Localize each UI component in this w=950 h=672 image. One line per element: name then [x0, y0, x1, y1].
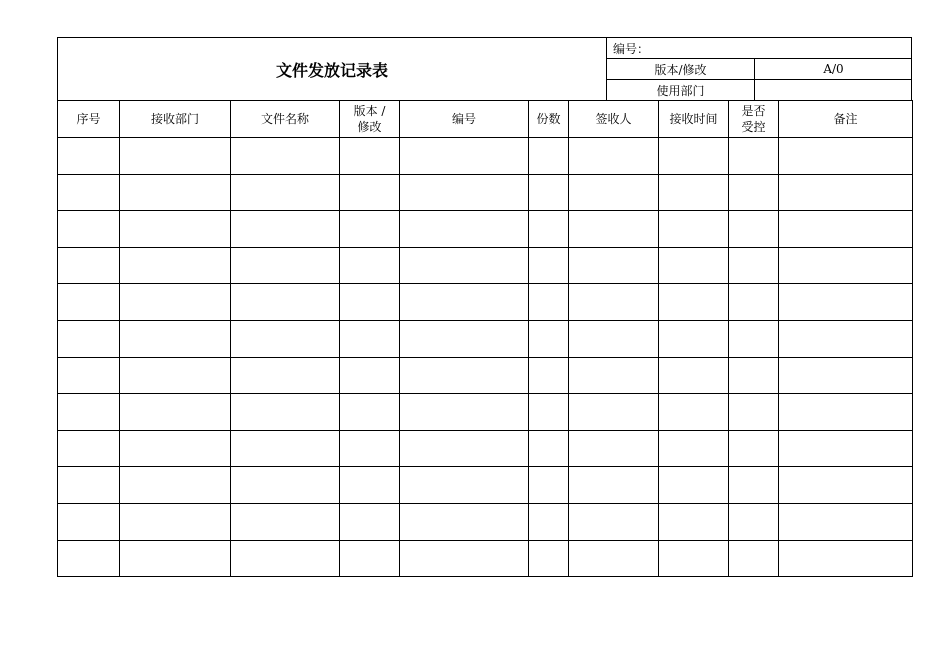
col-header-remarks: 备注 — [779, 101, 913, 138]
table-cell[interactable] — [120, 430, 231, 467]
table-cell[interactable] — [569, 467, 659, 504]
table-cell[interactable] — [729, 357, 779, 394]
table-cell[interactable] — [729, 430, 779, 467]
table-cell[interactable] — [729, 247, 779, 284]
table-cell[interactable] — [58, 503, 120, 540]
table-cell[interactable] — [569, 284, 659, 321]
table-cell[interactable] — [779, 138, 913, 175]
table-cell[interactable] — [659, 357, 729, 394]
table-cell[interactable] — [779, 247, 913, 284]
table-cell[interactable] — [400, 430, 529, 467]
table-cell[interactable] — [231, 284, 340, 321]
table-cell[interactable] — [340, 284, 400, 321]
table-cell[interactable] — [231, 320, 340, 357]
table-cell[interactable] — [569, 211, 659, 248]
table-cell[interactable] — [400, 540, 529, 577]
table-cell[interactable] — [231, 467, 340, 504]
table-cell[interactable] — [58, 394, 120, 431]
table-cell[interactable] — [529, 284, 569, 321]
col-header-copies: 份数 — [529, 101, 569, 138]
table-row — [58, 430, 913, 467]
table-cell[interactable] — [779, 467, 913, 504]
table-cell[interactable] — [231, 540, 340, 577]
form-meta — [606, 38, 911, 100]
table-cell[interactable] — [400, 211, 529, 248]
table-cell[interactable] — [231, 247, 340, 284]
table-cell[interactable] — [729, 467, 779, 504]
table-cell[interactable] — [529, 138, 569, 175]
table-cell[interactable] — [120, 284, 231, 321]
table-row — [58, 357, 913, 394]
table-cell[interactable] — [340, 394, 400, 431]
col-header-version: 版本 / 修改 — [340, 101, 400, 138]
dept-value[interactable] — [755, 80, 912, 100]
table-row — [58, 320, 913, 357]
table-cell[interactable] — [529, 357, 569, 394]
col-header-seq: 序号 — [58, 101, 120, 138]
table-cell[interactable] — [659, 394, 729, 431]
table-row — [58, 247, 913, 284]
table-cell[interactable] — [569, 357, 659, 394]
table-cell[interactable] — [120, 211, 231, 248]
table-cell[interactable] — [340, 540, 400, 577]
table-cell[interactable] — [120, 174, 231, 211]
table-cell[interactable] — [231, 174, 340, 211]
table-row — [58, 174, 913, 211]
table-cell[interactable] — [400, 247, 529, 284]
table-cell[interactable] — [569, 247, 659, 284]
table-cell[interactable] — [400, 284, 529, 321]
form-header — [57, 37, 912, 101]
table-cell[interactable] — [659, 138, 729, 175]
table-cell[interactable] — [569, 540, 659, 577]
table-cell[interactable] — [659, 284, 729, 321]
table-cell[interactable] — [120, 503, 231, 540]
table-cell[interactable] — [569, 503, 659, 540]
distribution-table — [57, 100, 913, 577]
version-label: 版本/修改 — [607, 59, 755, 79]
table-cell[interactable] — [779, 430, 913, 467]
table-cell[interactable] — [58, 357, 120, 394]
table-cell[interactable] — [729, 211, 779, 248]
table-cell[interactable] — [58, 430, 120, 467]
table-cell[interactable] — [58, 174, 120, 211]
dept-label: 使用部门 — [607, 80, 755, 100]
table-cell[interactable] — [659, 320, 729, 357]
dept-row — [607, 80, 912, 100]
table-cell[interactable] — [779, 503, 913, 540]
table-cell[interactable] — [340, 211, 400, 248]
col-header-controlled: 是否 受控 — [729, 101, 779, 138]
table-cell[interactable] — [779, 357, 913, 394]
table-cell[interactable] — [529, 211, 569, 248]
table-cell[interactable] — [58, 320, 120, 357]
table-cell[interactable] — [400, 174, 529, 211]
table-body — [58, 138, 913, 577]
table-cell[interactable] — [400, 467, 529, 504]
table-cell[interactable] — [340, 503, 400, 540]
table-cell[interactable] — [340, 357, 400, 394]
table-cell[interactable] — [231, 394, 340, 431]
table-cell[interactable] — [529, 430, 569, 467]
table-cell[interactable] — [569, 138, 659, 175]
col-header-recv-dept: 接收部门 — [120, 101, 231, 138]
table-cell[interactable] — [529, 467, 569, 504]
table-cell[interactable] — [340, 247, 400, 284]
table-cell[interactable] — [779, 211, 913, 248]
table-cell[interactable] — [729, 138, 779, 175]
number-label: 编号： — [613, 41, 650, 56]
table-cell[interactable] — [529, 394, 569, 431]
table-cell[interactable] — [340, 138, 400, 175]
table-cell[interactable] — [400, 320, 529, 357]
table-cell[interactable] — [529, 503, 569, 540]
table-cell[interactable] — [58, 211, 120, 248]
table-cell[interactable] — [340, 320, 400, 357]
table-row — [58, 467, 913, 504]
table-cell[interactable] — [400, 138, 529, 175]
table-cell[interactable] — [120, 247, 231, 284]
col-header-recv-time: 接收时间 — [659, 101, 729, 138]
table-cell[interactable] — [659, 503, 729, 540]
table-cell[interactable] — [659, 467, 729, 504]
table-cell[interactable] — [779, 174, 913, 211]
table-cell[interactable] — [529, 247, 569, 284]
table-cell[interactable] — [120, 540, 231, 577]
table-cell[interactable] — [58, 540, 120, 577]
table-cell[interactable] — [58, 247, 120, 284]
table-row — [58, 540, 913, 577]
table-row — [58, 138, 913, 175]
table-cell[interactable] — [120, 138, 231, 175]
table-cell[interactable] — [340, 174, 400, 211]
number-row — [607, 38, 912, 59]
table-cell[interactable] — [529, 320, 569, 357]
table-cell[interactable] — [340, 430, 400, 467]
table-cell[interactable] — [231, 357, 340, 394]
table-cell[interactable] — [529, 540, 569, 577]
table-cell[interactable] — [729, 503, 779, 540]
table-cell[interactable] — [779, 284, 913, 321]
form-title: 文件发放记录表 — [275, 60, 388, 80]
table-cell[interactable] — [231, 138, 340, 175]
table-cell[interactable] — [659, 247, 729, 284]
version-row — [607, 59, 912, 80]
table-cell[interactable] — [400, 503, 529, 540]
table-cell[interactable] — [729, 540, 779, 577]
col-header-signer: 签收人 — [569, 101, 659, 138]
table-cell[interactable] — [779, 320, 913, 357]
table-cell[interactable] — [729, 394, 779, 431]
table-cell[interactable] — [58, 138, 120, 175]
table-cell[interactable] — [400, 357, 529, 394]
table-cell[interactable] — [340, 467, 400, 504]
table-cell[interactable] — [729, 174, 779, 211]
table-cell[interactable] — [58, 284, 120, 321]
col-header-number: 编号 — [400, 101, 529, 138]
table-cell[interactable] — [569, 394, 659, 431]
table-cell[interactable] — [659, 540, 729, 577]
table-row — [58, 211, 913, 248]
table-row — [58, 284, 913, 321]
table-cell[interactable] — [569, 174, 659, 211]
header-row — [58, 101, 913, 138]
table-row — [58, 503, 913, 540]
table-cell[interactable] — [569, 430, 659, 467]
table-cell[interactable] — [779, 540, 913, 577]
table-cell[interactable] — [120, 467, 231, 504]
table-cell[interactable] — [659, 174, 729, 211]
table-cell[interactable] — [729, 284, 779, 321]
col-header-doc-name: 文件名称 — [231, 101, 340, 138]
table-cell[interactable] — [120, 357, 231, 394]
table-cell[interactable] — [231, 430, 340, 467]
table-cell[interactable] — [231, 211, 340, 248]
table-cell[interactable] — [779, 394, 913, 431]
table-cell[interactable] — [58, 467, 120, 504]
table-cell[interactable] — [120, 320, 231, 357]
table-cell[interactable] — [659, 430, 729, 467]
table-cell[interactable] — [729, 320, 779, 357]
table-cell[interactable] — [529, 174, 569, 211]
table-cell[interactable] — [231, 503, 340, 540]
table-cell[interactable] — [400, 394, 529, 431]
table-cell[interactable] — [659, 211, 729, 248]
table-row — [58, 394, 913, 431]
version-value: A/0 — [823, 62, 844, 76]
table-cell[interactable] — [120, 394, 231, 431]
table-cell[interactable] — [569, 320, 659, 357]
